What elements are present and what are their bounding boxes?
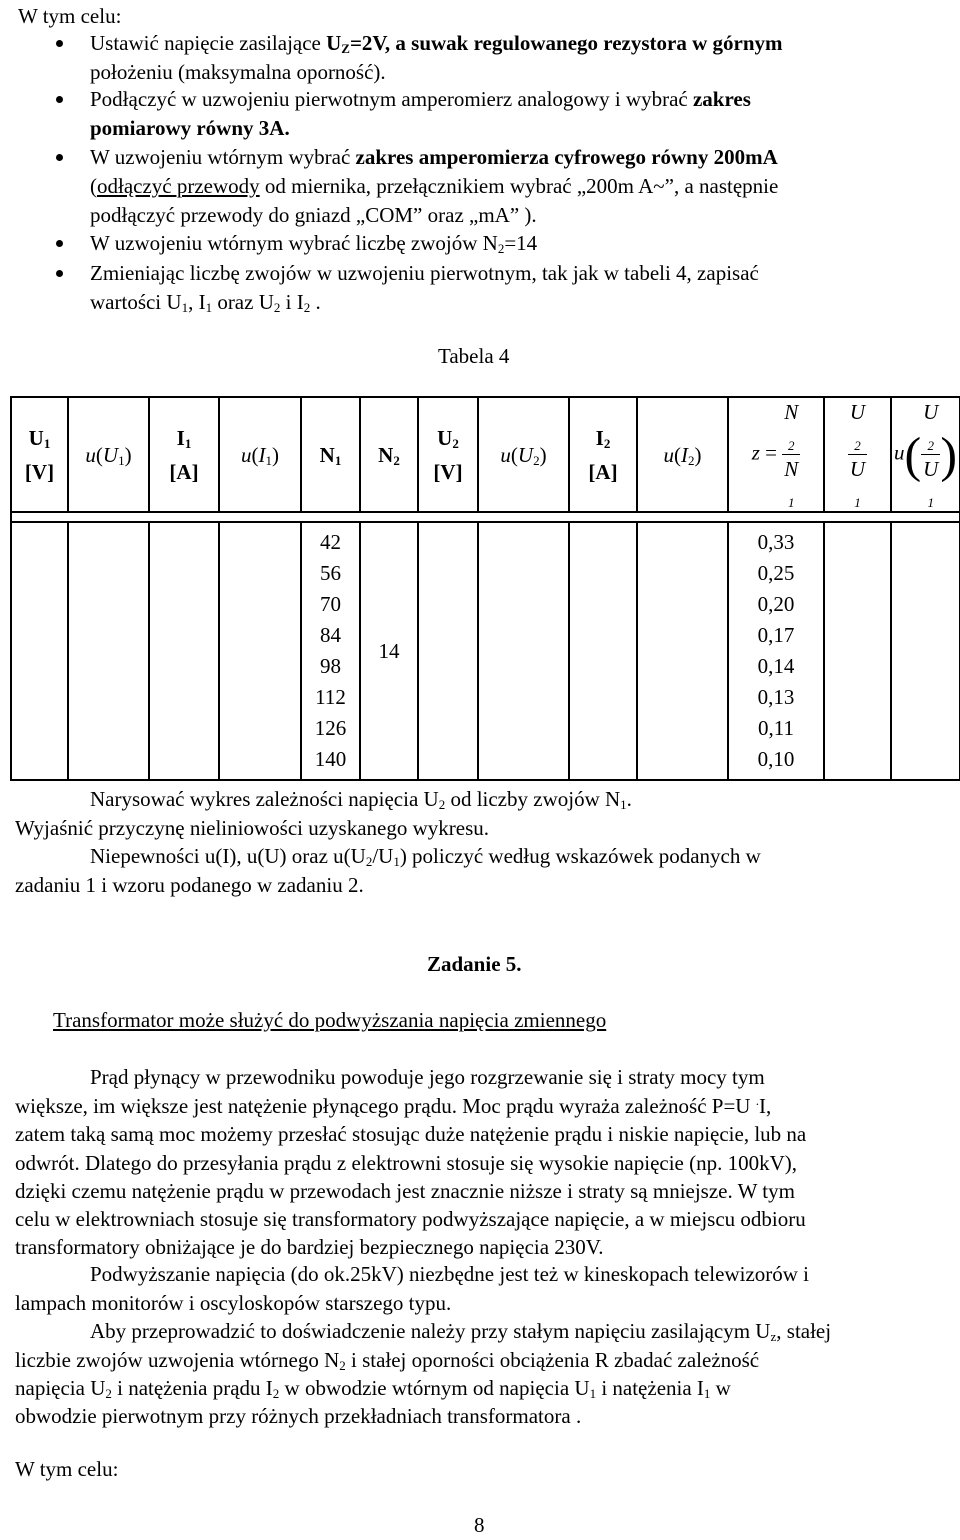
n1-value: 42 — [320, 530, 341, 554]
cell-ui2-values — [637, 522, 728, 780]
header-n1: $N_1$ — [301, 397, 360, 512]
cell-ratio-uncertainty-values — [891, 522, 960, 780]
header-u1: $U_1$ [V] — [11, 397, 68, 512]
instruction-uncertainty-line-1: Niepewności u(I), u(U) oraz $u(U_2/U_1)$ policzyć według wskazówek podanych w — [90, 844, 761, 869]
cell-i2-values — [569, 522, 637, 780]
body-line: Aby przeprowadzić to doświadczenie należy przy stałym napięciu zasilającym $U_z$, stałej — [90, 1319, 832, 1344]
n1-value: 70 — [320, 592, 341, 616]
header-uncertainty-voltage-ratio: u( U $_2$ U $_1$ ) — [891, 397, 960, 512]
table-body-row — [11, 522, 960, 780]
z-value: 0,25 — [757, 561, 795, 585]
n1-value: 84 — [320, 623, 341, 647]
bullet-dot — [56, 96, 63, 103]
task-subtitle: Transformator może służyć do podwyższania napięcia zmiennego — [53, 1008, 607, 1032]
cell-ui1-values — [219, 522, 301, 780]
n1-value: 140 — [314, 747, 347, 771]
instruction-plot: Narysować wykres zależności napięcia $U_2$ od liczby zwojów $N_1$. — [90, 787, 632, 812]
header-uncertainty-u2: $u(U_2)$ — [478, 397, 569, 512]
instruction-uncertainty-line-2: zadaniu 1 i wzoru podanego w zadaniu 2. — [15, 873, 364, 897]
z-value: 0,17 — [757, 623, 795, 647]
body-line: dzięki czemu natężenie prądu w przewodach jest znacznie niższe i straty są mniejsze. W tym — [15, 1179, 795, 1203]
cell-z-values — [728, 522, 824, 780]
n1-value: 112 — [315, 685, 346, 709]
table-gap-row — [11, 512, 960, 522]
header-n2: $N_2$ — [360, 397, 418, 512]
body-line: napięcia $U_2$ i natężenia prądu $I_2$ w obwodzie wtórnym od napięcia $U_1$ i natężenia $I_1$ w — [15, 1376, 731, 1401]
header-i2: $I_2$ [A] — [569, 397, 637, 512]
n1-value: 126 — [314, 716, 347, 740]
bullet-4-line: W uzwojeniu wtórnym wybrać liczbę zwojów $N_2=14$ — [90, 231, 538, 256]
body-line: liczbie zwojów uzwojenia wtórnego $N_2$ i stałej oporności obciążenia R zbadać zależność — [15, 1348, 760, 1373]
z-value: 0,33 — [757, 530, 795, 554]
page-number: 8 — [474, 1513, 485, 1537]
body-line: Prąd płynący w przewodniku powoduje jego rozgrzewanie się i straty mocy tym — [90, 1065, 765, 1089]
bullet-2-line-1: Podłączyć w uzwojeniu pierwotnym amperomierz analogowy i wybrać zakres — [90, 87, 751, 111]
cell-u1-values — [11, 522, 68, 780]
bullet-dot — [56, 40, 63, 47]
cell-n2-value: 14 — [360, 522, 418, 780]
header-i1: $I_1$ [A] — [149, 397, 219, 512]
bullet-dot — [56, 154, 63, 161]
table-header-row — [11, 397, 960, 512]
header-turns-ratio: z = N $_2$ N $_1$ — [728, 397, 824, 512]
header-uncertainty-i2: $u(I_2)$ — [637, 397, 728, 512]
z-value: 0,20 — [757, 592, 795, 616]
bullet-dot — [56, 270, 63, 277]
body-line: Podwyższanie napięcia (do ok.25kV) niezbędne jest też w kineskopach telewizorów i — [90, 1262, 810, 1286]
cell-ratio-values — [824, 522, 891, 780]
body-line: zatem taką samą moc możemy przesłać stosując duże natężenie prądu i niskie napięcie, lub na — [15, 1122, 807, 1146]
z-value: 0,14 — [757, 654, 795, 678]
body-line: transformatory obniżające je do bardziej bezpiecznego napięcia 230V. — [15, 1235, 604, 1259]
bullet-3-line-3: podłączyć przewody do gniazd „COM” oraz „mA” ). — [90, 203, 537, 227]
z-value: 0,13 — [757, 685, 795, 709]
cell-uu2-values — [478, 522, 569, 780]
table-caption: Tabela 4 — [438, 344, 510, 368]
bullet-1-line-2: położeniu (maksymalna oporność). — [90, 60, 386, 84]
bullet-2-line-2: pomiarowy równy 3A. — [90, 116, 290, 140]
bullet-5-line-2: wartości $U_1$, $I_1$ oraz $U_2$ i $I_2$ . — [90, 290, 321, 315]
bullet-5-line-1: Zmieniając liczbę zwojów w uzwojeniu pierwotnym, tak jak w tabeli 4, zapisać — [90, 261, 759, 285]
table-4 — [10, 396, 960, 781]
bullet-3-line-1: W uzwojeniu wtórnym wybrać zakres amperomierza cyfrowego równy 200mA — [90, 145, 778, 169]
cell-uu1-values — [68, 522, 149, 780]
z-value: 0,10 — [757, 747, 795, 771]
bullet-1-line-1: Ustawić napięcie zasilające $U_Z=2V$, a suwak regulowanego rezystora w górnym — [90, 31, 783, 56]
z-value: 0,11 — [758, 716, 794, 740]
intro-text-2: W tym celu: — [15, 1457, 119, 1481]
body-line: większe, im większe jest natężenie płynącego prądu. Moc prądu wyraża zależność P=U .I, — [15, 1093, 772, 1118]
body-line: celu w elektrowniach stosuje się transformatory podwyższające napięcie, a w miejscu odbioru — [15, 1207, 806, 1231]
n1-value: 56 — [320, 561, 341, 585]
intro-text: W tym celu: — [18, 4, 122, 28]
header-voltage-ratio: U $_2$ U $_1$ — [824, 397, 891, 512]
cell-n1-values — [301, 522, 360, 780]
cell-i1-values — [149, 522, 219, 780]
body-line: obwodzie pierwotnym przy różnych przekładniach transformatora . — [15, 1404, 582, 1428]
body-line: lampach monitorów i oscyloskopów starszego typu. — [15, 1291, 452, 1315]
bullet-dot — [56, 240, 63, 247]
instruction-explain: Wyjaśnić przyczynę nieliniowości uzyskanego wykresu. — [15, 816, 490, 840]
header-u2: $U_2$ [V] — [418, 397, 478, 512]
n1-value: 98 — [320, 654, 341, 678]
header-uncertainty-u1: $u(U_1)$ — [68, 397, 149, 512]
bullet-3-line-2: (odłączyć przewody od miernika, przełącznikiem wybrać „200m A~”, a następnie — [90, 174, 779, 198]
cell-u2-values — [418, 522, 478, 780]
body-line: odwrót. Dlatego do przesyłania prądu z elektrowni stosuje się wysokie napięcie (np. 100kV), — [15, 1151, 798, 1175]
header-uncertainty-i1: $u(I_1)$ — [219, 397, 301, 512]
task-title: Zadanie 5. — [427, 952, 522, 976]
